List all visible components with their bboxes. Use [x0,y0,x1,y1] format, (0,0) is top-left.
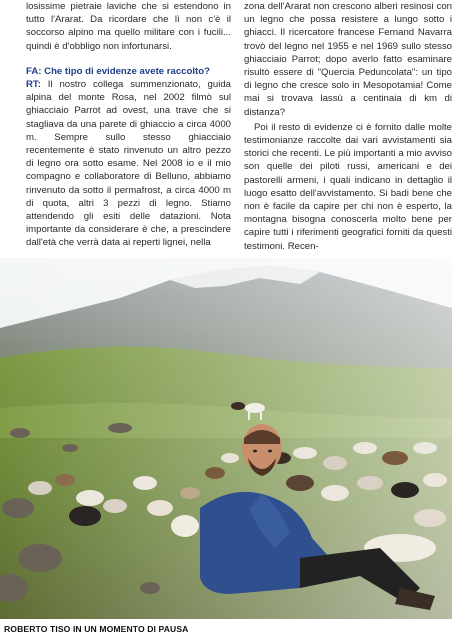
photo-roberto-tiso [0,258,452,619]
answer-text: Il nostro collega summenzionato, guida alpina del monte Rosa, nel 2002 filmò sul ghiacciaio Parrot ad ovest, una trave che si stagliava da una parete di ghiaccio a circa 4000 m. Sempre sullo stesso ghiacciaio recentemente è stato rinvenuto un altro pezzo di legno ora sotto esame. Nel 2008 io e il mio compagno e collaboratore di Belluno, abbiamo rinvenuto da sotto il permafrost, a circa 4000 m di quota, altri 3 pezzi di legno. Stiamo attendendo gli esiti delle datazioni. Nota importante da considerare è che, a prescindere dall'età che verrà data ai reperti lignei, nella [26,79,231,249]
right-paragraph-2: Poi il resto di evidenze ci è fornito dalle molte testimonianze raccolte dai vari avvistamenti sia storici che recenti. Le più importanti a mio avviso son quelle dei piloti russi, americani e dei pastorelli armeni, i quali indicano in dettaglio il luogo esatto dell'avvistamento. Si badi bene che non è facile da capire per chi non è esperto, la montagna bisogna conoscerla molto bene per capire tutti i riferimenti geografici forniti da questi testimoni. Recen- [244,121,452,252]
interview-answer [26,78,231,250]
question-text: Che tipo di evidenze avete raccolto? [44,65,210,77]
article-right-column [244,0,452,253]
photo-caption: ROBERTO TISO IN UN MOMENTO DI PAUSA [4,624,189,634]
interview-question [26,65,231,78]
right-paragraph-1: zona dell'Ararat non crescono alberi resinosi con un legno che possa resistere a lungo sotto i ghiacci. Il ricercatore francese Fernand Navarra trovò del legno nel 1955 e nel 1969 sullo stesso ghiacciaio Parrot; dopo averlo fatto esaminare risultò essere di "Quercia Peduncolata": un tipo di legno che cresce solo in Mesopotamia! Come mai si trovava lassù a centinaia di km di distanza? [244,1,452,118]
article-left-column [26,0,231,250]
question-label: FA: [26,65,42,77]
photo-illustration [0,258,452,619]
left-paragraph-1: losissime pietraie laviche che si estendono in tutto l'Ararat. Da ricordare che lì non c'è il soccorso alpino ma quello militare con i fucili... quindi è d'obbligo non infortunarsi. [26,1,231,52]
article-columns [10,0,452,252]
answer-label: RT: [26,79,41,91]
